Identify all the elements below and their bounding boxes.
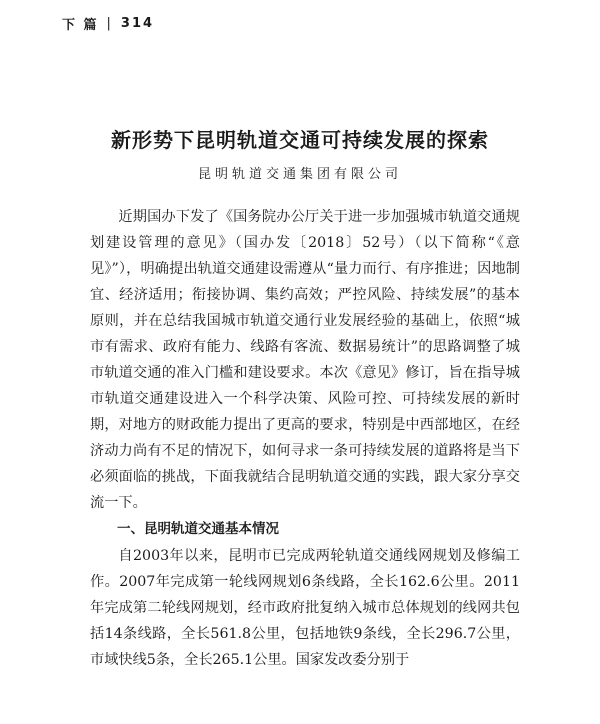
article-author: 昆明轨道交通集团有限公司 (197, 167, 402, 182)
section-paragraph: 自2003年以来，昆明市已完成两轮轨道交通线网规划及修编工作。2007年完成第一轮线网规划6条线路，全长162.6公里。2011年完成第二轮线网规划，经市政府批复纳入城市总体规划的线网共包括14条线路，全长561.8公里，包括地铁9条线，全长296.7公里，市域快线5条，全长265.1公里。国家发改委分别于 (90, 548, 520, 668)
intro-paragraph: 近期国办下发了《国务院办公厅关于进一步加强城市轨道交通规划建设管理的意见》（国办发〔2018〕52号）（以下简称“《意见》”），明确提出轨道交通建设需遵从“量力而行、有序推进；因地制宜、经济适用；衔接协调、集约高效；严控风险、持续发展”的基本原则，并在总结我国城市轨道交通行业发展经验的基础上，依照“城市有需求、政府有能力、线路有客流、数据易统计”的思路调整了城市轨道交通的准入门槛和建设要求。本次《意见》修订，旨在指导城市轨道交通建设进入一个科学决策、风险可控、可持续发展的新时期，对地方的财政能力提出了更高的要求，特别是中西部地区，在经济动力尚有不足的情况下，如何寻求一条可持续发展的道路将是当下必须面临的挑战，下面我就结合昆明轨道交通的实践，跟大家分享交流一下。 (90, 209, 520, 511)
header-divider: | (106, 16, 113, 31)
section-label: 下 篇 (62, 18, 99, 33)
running-header (62, 14, 154, 33)
article-body (90, 204, 520, 673)
page-number: 314 (120, 16, 155, 31)
section-heading: 一、昆明轨道交通基本情况 (117, 521, 279, 537)
article-title: 新形势下昆明轨道交通可持续发展的探索 (111, 128, 489, 152)
